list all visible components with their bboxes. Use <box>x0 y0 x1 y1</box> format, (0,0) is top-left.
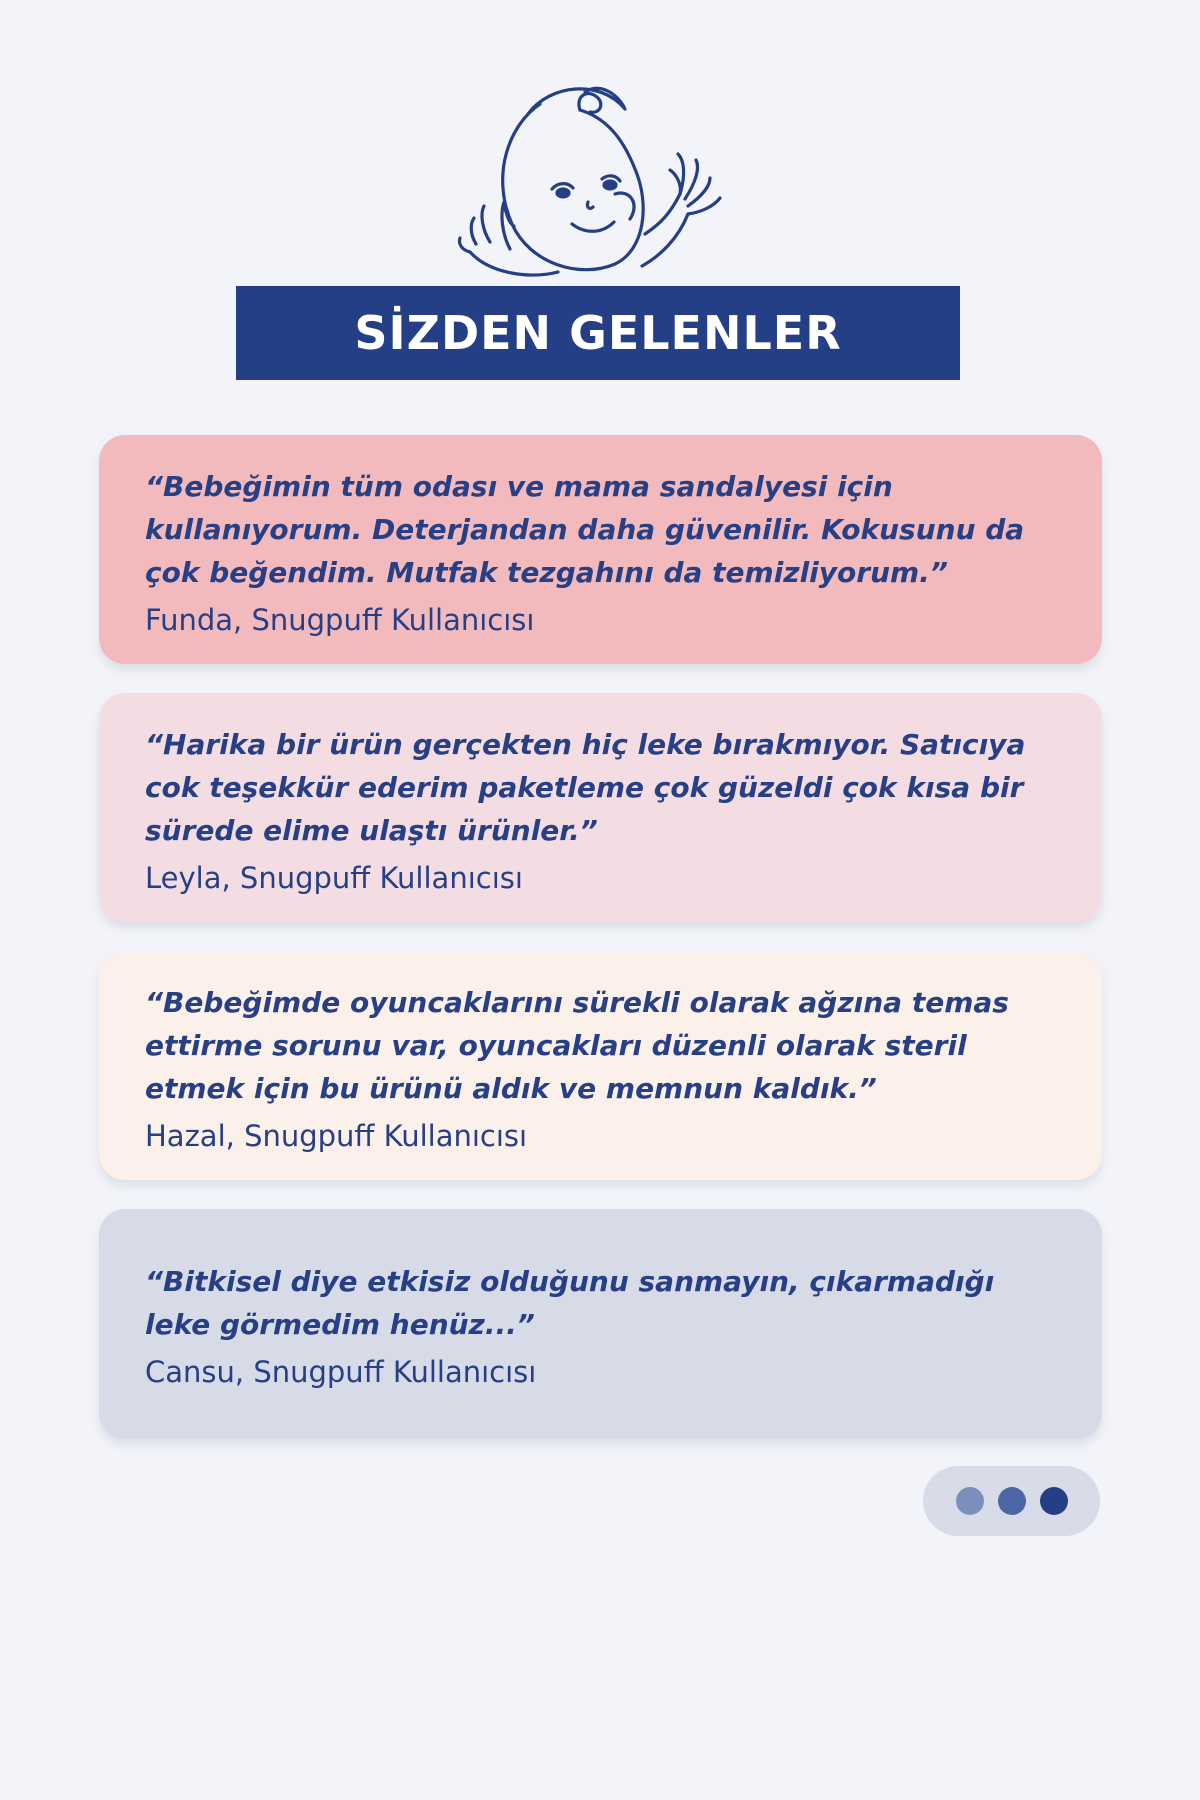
testimonial-card-hazal <box>99 951 1102 1180</box>
testimonial-author: Funda, Snugpuff Kullanıcısı <box>145 603 535 637</box>
carousel-pager <box>923 1466 1100 1536</box>
pager-dot-1[interactable] <box>956 1487 984 1515</box>
waving-baby-icon <box>430 74 750 294</box>
pager-dot-2[interactable] <box>998 1487 1026 1515</box>
testimonial-quote: “Bebeğimde oyuncaklarını sürekli olarak ağzına temas ettirme sorunu var, oyuncakları düzenli olarak steril etmek için bu ürünü aldık ve memnun kaldık.” <box>145 986 1009 1105</box>
testimonial-author: Cansu, Snugpuff Kullanıcısı <box>145 1354 537 1389</box>
testimonial-card-cansu <box>99 1209 1102 1439</box>
testimonial-quote: “Bitkisel diye etkisiz olduğunu sanmayın, çıkarmadığı leke görmedim henüz...” <box>145 1264 995 1341</box>
testimonial-author: Hazal, Snugpuff Kullanıcısı <box>145 1119 528 1153</box>
testimonial-card-leyla <box>99 693 1102 922</box>
testimonial-author: Leyla, Snugpuff Kullanıcısı <box>145 861 523 895</box>
testimonial-quote: “Harika bir ürün gerçekten hiç leke bırakmıyor. Satıcıya cok teşekkür ederim paketleme çok güzeldi çok kısa bir sürede elime ulaştı ürünler.” <box>145 728 1026 847</box>
testimonial-list <box>99 435 1102 1468</box>
title-banner <box>236 286 960 380</box>
testimonial-quote: “Bebeğimin tüm odası ve mama sandalyesi için kullanıyorum. Deterjandan daha güvenilir. Kokusunu da çok beğendim. Mutfak tezgahını da temizliyorum.” <box>145 470 1025 589</box>
pager-dot-3-active[interactable] <box>1040 1487 1068 1515</box>
page-title: SİZDEN GELENLER <box>354 306 842 360</box>
testimonial-card-funda <box>99 435 1102 664</box>
